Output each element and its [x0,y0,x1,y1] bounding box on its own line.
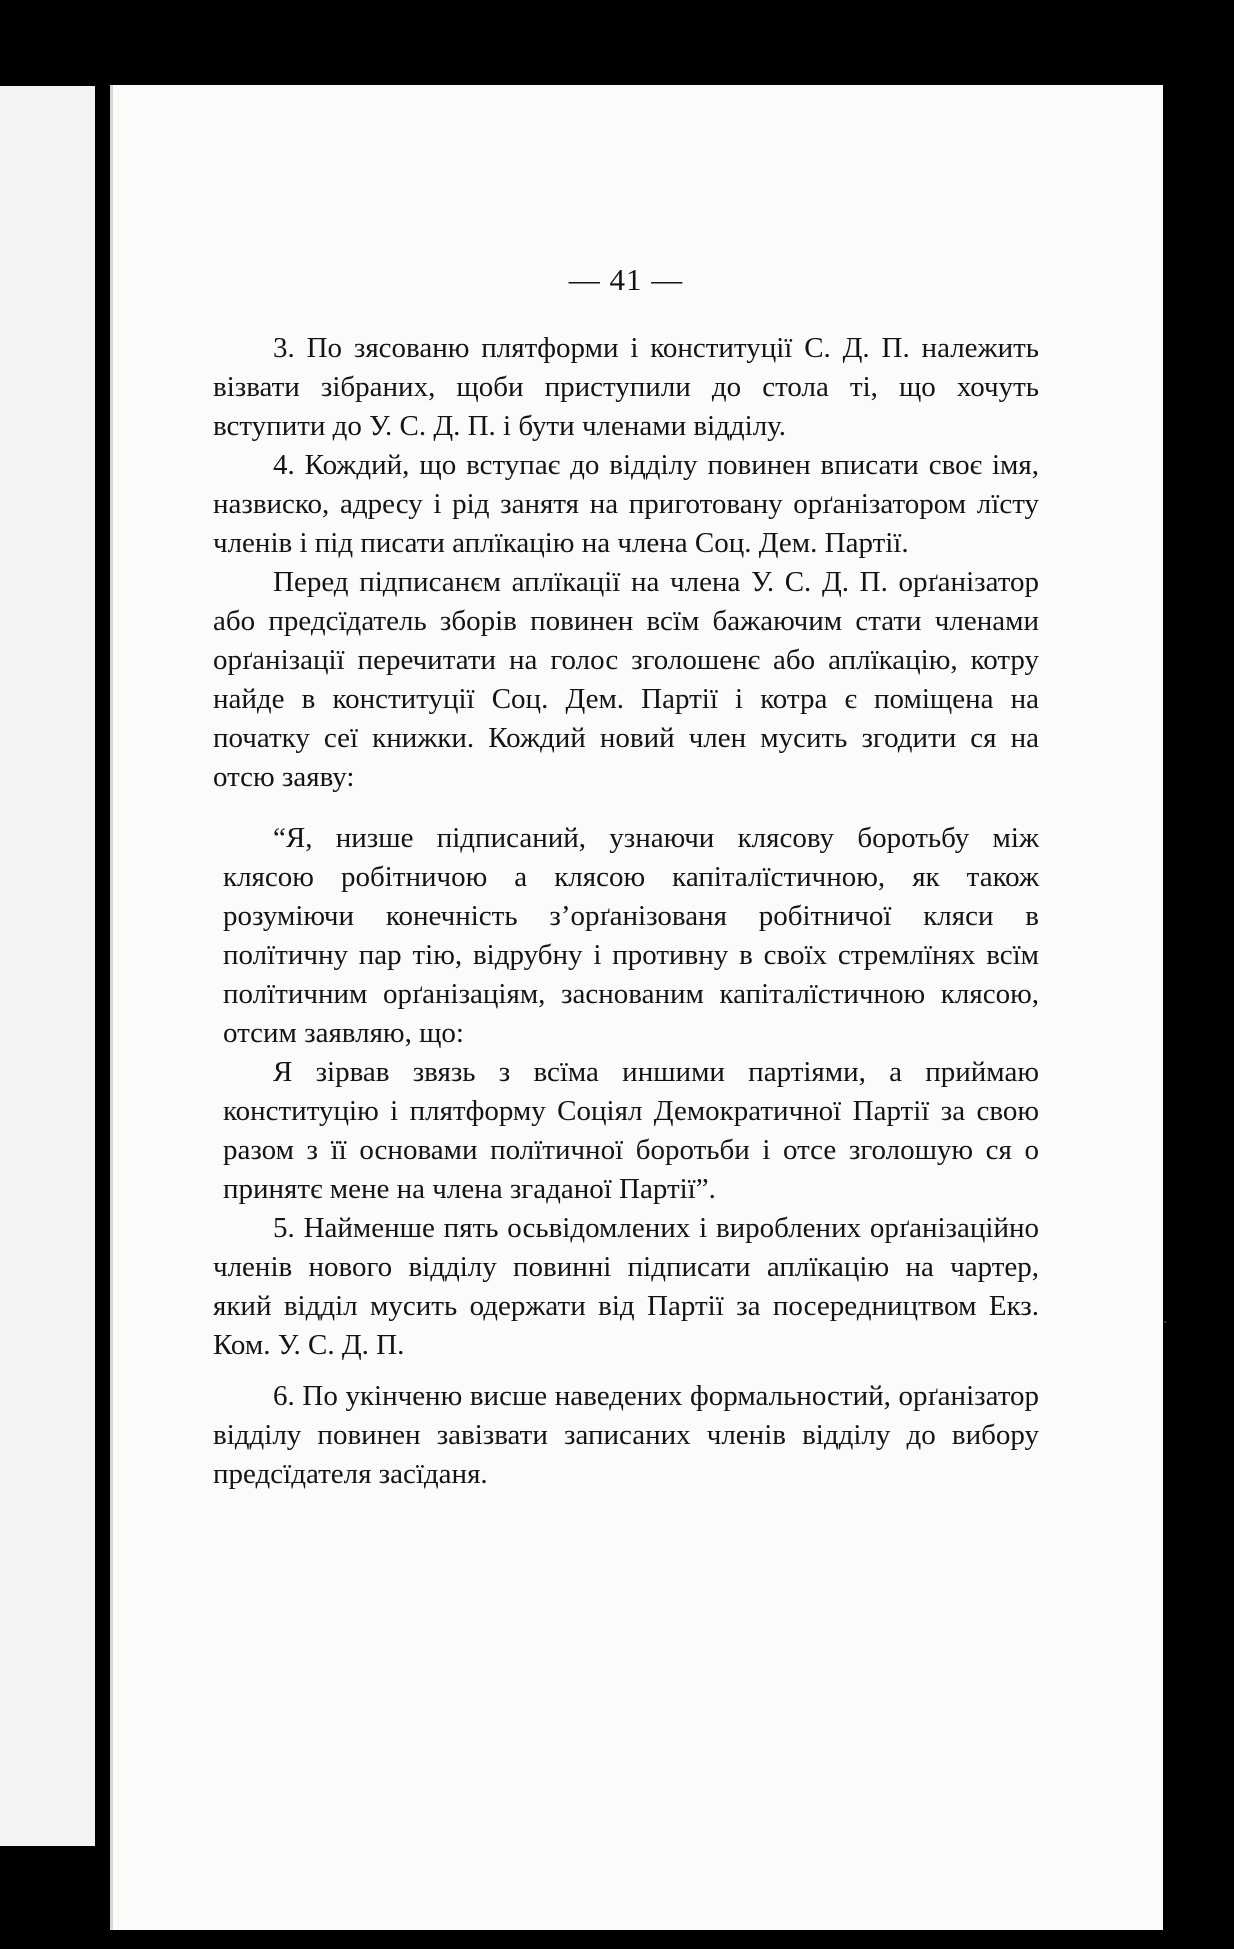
paragraph-application: Перед підписанєм аплїкації на члена У. С. Д. П. орґанізатор або предсїдатель зборів повинен всїм бажаючим стати членами орґанізації перечитати на голос зголошенє або аплїкацію, котру найде в конституції Соц. Дем. Партії і котра є поміщена на початку сеї книжки. Кождий новий член мусить згодити ся на отсю заяву: [213,566,1039,793]
declaration-quote: “Я, низше підписаний, узнаючи клясову боротьбу між клясою робітничою а клясою капіталїстичною, як також розуміючи конечність з’орґанізованя робітничої кляси в полїтичну пар тію, відрубну і противну в своїх стремлїнях всїм полїтичним орґанізаціям, заснованим капіталїстичною клясою, отсим заявляю, що: [223,822,1039,1049]
paragraph-6: 6. По укінченю висше наведених формальностий, орґанізатор відділу повинен завізвати записаних членів відділу до вибору предсїдателя засїданя. [213,1380,1039,1490]
spacer [213,1365,1039,1377]
page-number: — 41 — [568,262,684,297]
scan-speck-icon: · [1163,1315,1168,1331]
paragraph-4: 4. Кождий, що вступає до відділу повинен вписати своє імя, назвиско, адресу і рід занятя на приготовану орґанізатором лїсту членів і під писати аплїкацію на члена Соц. Дем. Партії. [213,449,1039,559]
book-page [110,85,1168,1930]
left-page-edge [0,86,95,1846]
declaration-quote-continued: Я зірвав звязь з всїма иншими партіями, а приймаю конституцію і плятформу Соціял Демократичної Партії за свою разом з її основами полїтичної боротьби і отсе зголошую ся о принятє мене на члена згаданої Партії”. [223,1056,1039,1205]
paragraph-3: 3. По зясованю плятформи і конституції С. Д. П. належить візвати зібраних, щоби приступили до стола ті, що хочуть вступити до У. С. Д. П. і бути членами відділу. [213,332,1039,442]
spacer [213,797,1039,819]
paragraph-5: 5. Найменше пять осьвідомлених і вироблених орґанізаційно членів нового відділу повинні підписати аплїкацію на чартер, який відділ мусить одержати від Партії за посередництвом Екз. Ком. У. С. Д. П. [213,1212,1039,1361]
page-text [213,260,1039,1494]
